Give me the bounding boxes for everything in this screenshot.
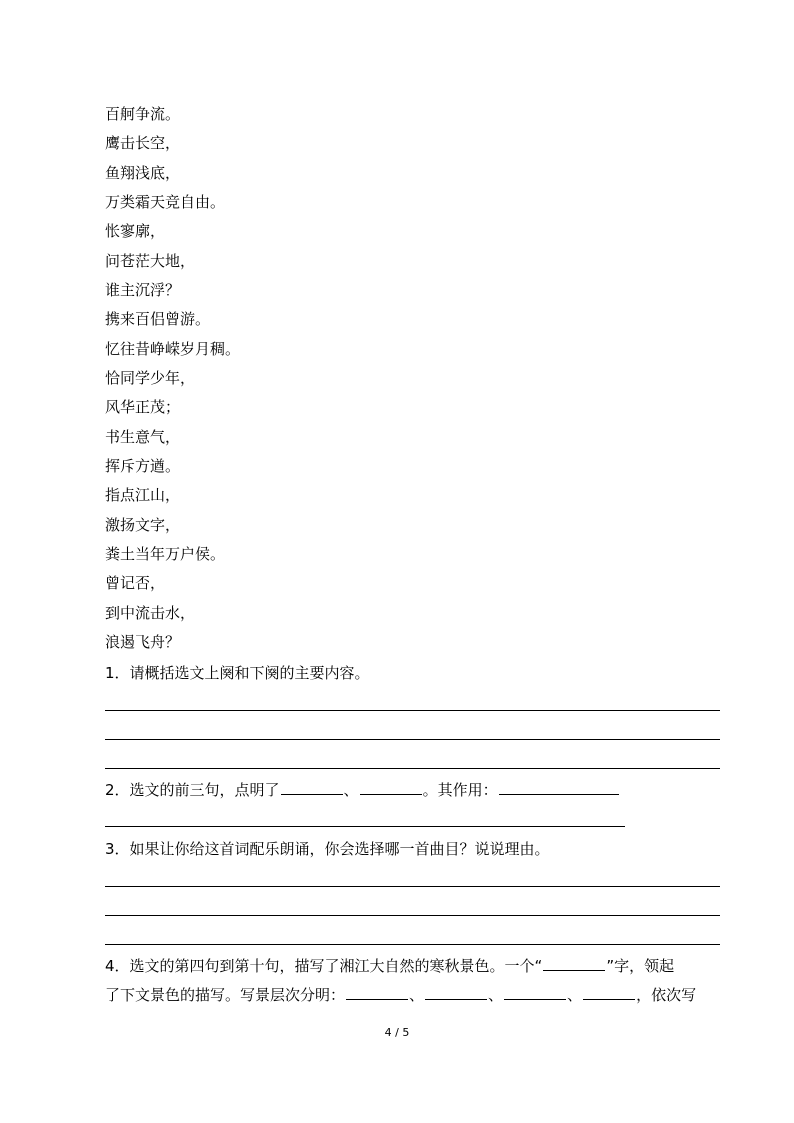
- answer-line[interactable]: [105, 739, 720, 740]
- separator: 、: [488, 986, 504, 1004]
- question-4-line-1: [105, 956, 674, 976]
- page-number: 4 / 5: [384, 1026, 410, 1039]
- question-4-text: ”字，领起: [606, 957, 675, 975]
- poem-line: 谁主沉浮？: [105, 281, 181, 299]
- fill-blank[interactable]: [504, 985, 566, 1000]
- poem-line: 恰同学少年，: [105, 369, 196, 387]
- poem-line: 携来百侣曾游。: [105, 310, 211, 328]
- question-2-text: 2．选文的前三句，点明了: [105, 781, 280, 799]
- question-4-line-2: [105, 985, 696, 1005]
- poem-line: 指点江山，: [105, 486, 181, 504]
- separator: 、: [409, 986, 425, 1004]
- question-4-text: 了下文景色的描写。写景层次分明：: [105, 986, 346, 1004]
- poem-line: 书生意气，: [105, 428, 181, 446]
- question-4-text: 4．选文的第四句到第十句，描写了湘江大自然的寒秋景色。一个“: [105, 957, 543, 975]
- answer-line[interactable]: [105, 710, 720, 711]
- poem-line: 到中流击水，: [105, 604, 196, 622]
- poem-line: 鹰击长空，: [105, 134, 181, 152]
- poem-line: 激扬文字，: [105, 516, 181, 534]
- poem-line: 万类霜天竞自由。: [105, 193, 226, 211]
- separator: 、: [567, 986, 583, 1004]
- fill-blank[interactable]: [583, 985, 635, 1000]
- question-3: 3．如果让你给这首词配乐朗诵，你会选择哪一首曲目？说说理由。: [105, 840, 550, 858]
- poem-line: 曾记否，: [105, 574, 166, 592]
- poem-line: 怅寥廓，: [105, 222, 166, 240]
- fill-blank[interactable]: [543, 956, 605, 971]
- poem-line: 问苍茫大地，: [105, 252, 196, 270]
- poem-line: 粪土当年万户侯。: [105, 545, 226, 563]
- fill-blank[interactable]: [425, 985, 487, 1000]
- answer-line[interactable]: [105, 886, 720, 887]
- answer-line[interactable]: [105, 944, 720, 945]
- question-1: 1．请概括选文上阕和下阕的主要内容。: [105, 664, 370, 682]
- poem-line: 风华正茂；: [105, 398, 181, 416]
- question-2: [105, 780, 620, 800]
- poem-line: 百舸争流。: [105, 105, 181, 123]
- fill-blank[interactable]: [281, 780, 343, 795]
- poem-line: 鱼翔浅底，: [105, 164, 181, 182]
- answer-line[interactable]: [105, 915, 720, 916]
- poem-line: 浪遏飞舟？: [105, 633, 181, 651]
- separator: 、: [343, 781, 359, 799]
- poem-line: 忆往昔峥嵘岁月稠。: [105, 340, 241, 358]
- answer-line[interactable]: [105, 768, 720, 769]
- poem-line: 挥斥方遒。: [105, 457, 181, 475]
- fill-blank[interactable]: [360, 780, 422, 795]
- question-2-text: 。其作用：: [422, 781, 498, 799]
- fill-blank[interactable]: [346, 985, 408, 1000]
- fill-blank[interactable]: [499, 780, 619, 795]
- answer-line[interactable]: [105, 826, 625, 827]
- question-4-text: ，依次写: [636, 986, 697, 1004]
